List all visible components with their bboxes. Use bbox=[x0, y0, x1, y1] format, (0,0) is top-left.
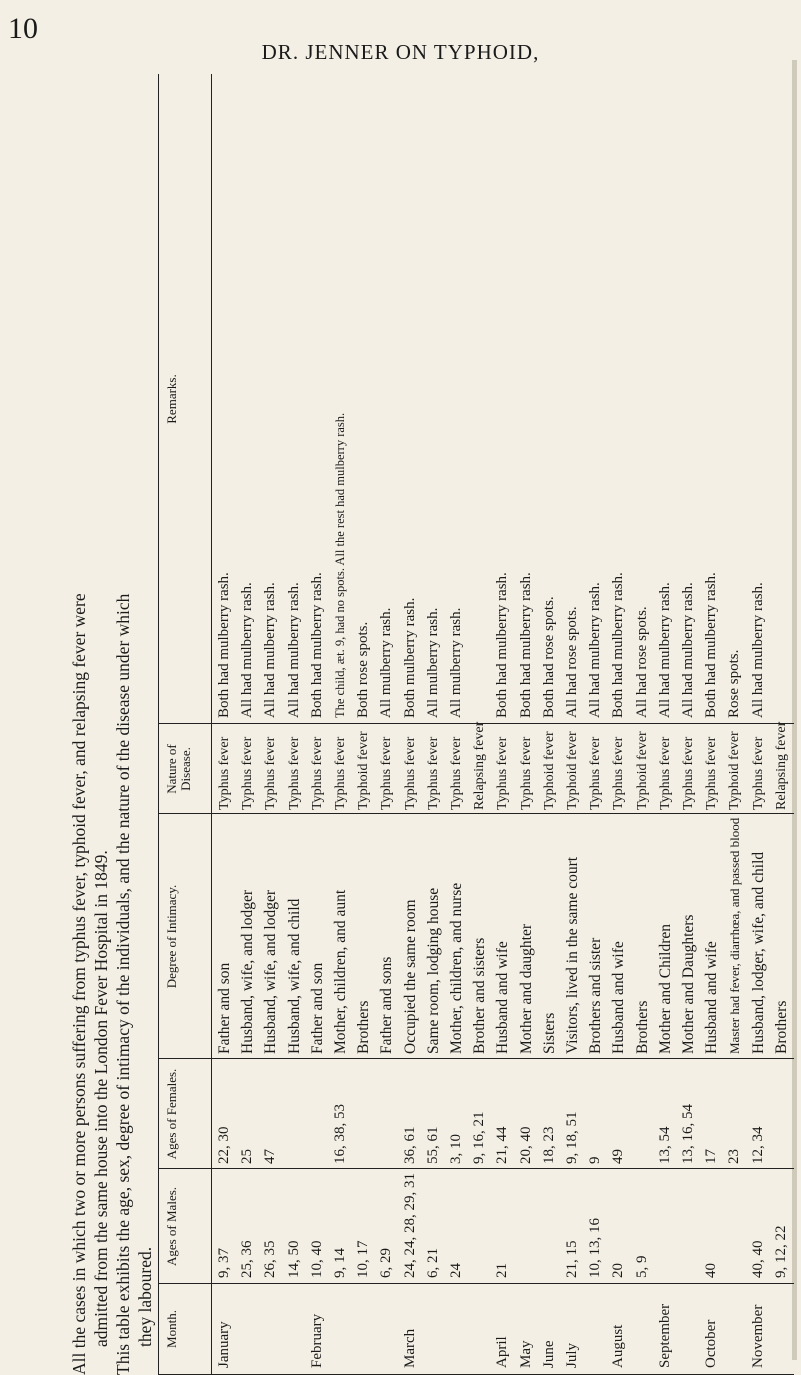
disease: Typhus fever bbox=[750, 736, 766, 810]
male-ages: 10, 40 bbox=[308, 1240, 325, 1278]
intimacy: Mother and Daughters bbox=[680, 914, 697, 1054]
intimacy: Husband, wife, and lodger bbox=[239, 890, 257, 1054]
female-ages: 17 bbox=[703, 1149, 720, 1164]
disease: Typhus fever bbox=[402, 736, 418, 810]
month-label: August bbox=[610, 1324, 627, 1368]
intimacy: Sisters bbox=[540, 1012, 558, 1054]
disease: Typhus fever bbox=[588, 736, 604, 810]
intimacy: Husband and wife bbox=[610, 941, 628, 1054]
male-ages: 21 bbox=[494, 1263, 511, 1278]
month-label: June bbox=[540, 1340, 557, 1368]
intimacy: Husband, wife, and child bbox=[285, 898, 303, 1054]
male-ages: 5, 9 bbox=[633, 1255, 650, 1278]
male-ages: 14, 50 bbox=[285, 1240, 302, 1278]
rotated-table-page bbox=[68, 75, 793, 1375]
disease: Typhoid fever bbox=[356, 731, 372, 810]
female-ages: 9 bbox=[587, 1156, 604, 1164]
male-ages: 9, 37 bbox=[216, 1248, 232, 1278]
remarks: Both had mulberry rash. bbox=[494, 572, 511, 718]
male-ages: 6, 29 bbox=[378, 1248, 395, 1278]
female-ages: 16, 38, 53 bbox=[332, 1104, 348, 1164]
male-ages: 9, 14 bbox=[332, 1248, 348, 1278]
intimacy: Husband, wife, and lodger bbox=[262, 890, 280, 1054]
intimacy: Brother and sisters bbox=[471, 937, 489, 1054]
col-divider bbox=[159, 1058, 794, 1059]
disease: Typhus fever bbox=[309, 736, 325, 810]
col-divider bbox=[159, 1168, 794, 1169]
remarks: All had mulberry rash. bbox=[239, 582, 256, 718]
header-intimacy: Degree of Intimacy. bbox=[164, 884, 179, 989]
remarks: All had mulberry rash. bbox=[680, 582, 696, 718]
female-ages: 13, 54 bbox=[656, 1126, 673, 1164]
remarks: All had rose spots. bbox=[564, 606, 580, 718]
header-month: Month. bbox=[164, 1310, 179, 1348]
remarks: Both rose spots. bbox=[355, 621, 372, 718]
female-ages: 9, 16, 21 bbox=[471, 1111, 488, 1164]
female-ages: 9, 18, 51 bbox=[564, 1111, 580, 1164]
remarks: Both had mulberry rash. bbox=[517, 572, 534, 718]
header-remarks: Remarks. bbox=[164, 374, 179, 424]
intimacy: Brothers bbox=[355, 1000, 373, 1054]
remarks: The child, æt. 9, had no spots. All the rest had mulberry rash. bbox=[333, 412, 347, 718]
male-ages: 21, 15 bbox=[564, 1240, 580, 1278]
header-males: Ages of Males. bbox=[164, 1186, 179, 1267]
male-ages: 26, 35 bbox=[262, 1240, 279, 1278]
month-label: October bbox=[703, 1319, 720, 1368]
disease: Typhoid fever bbox=[634, 731, 650, 810]
intimacy: Brothers bbox=[633, 1000, 651, 1054]
remarks: All had rose spots. bbox=[633, 606, 650, 718]
intimacy: Brothers bbox=[772, 1000, 790, 1054]
header-females: Ages of Females. bbox=[164, 1068, 179, 1160]
remarks: All mulberry rash. bbox=[448, 607, 464, 718]
month-label: November bbox=[749, 1304, 766, 1368]
intimacy: Mother and daughter bbox=[517, 924, 535, 1054]
remarks: All had mulberry rash. bbox=[285, 582, 302, 718]
intimacy: Husband and wife bbox=[494, 941, 512, 1054]
male-ages: 24 bbox=[448, 1263, 464, 1278]
remarks: All had mulberry rash. bbox=[656, 582, 673, 718]
intimacy: Mother, children, and nurse bbox=[448, 882, 465, 1054]
remarks: All mulberry rash. bbox=[424, 607, 441, 718]
disease: Typhus fever bbox=[379, 736, 395, 810]
remarks: Rose spots. bbox=[726, 649, 743, 718]
male-ages: 6, 21 bbox=[424, 1248, 441, 1278]
table-intro bbox=[68, 75, 158, 1375]
remarks: Both had mulberry rash. bbox=[308, 572, 325, 718]
intimacy: Visitors, lived in the same court bbox=[564, 856, 581, 1054]
disease: Typhoid fever bbox=[565, 731, 580, 810]
female-ages: 23 bbox=[726, 1149, 743, 1164]
disease: Typhus fever bbox=[495, 736, 511, 810]
male-ages: 40 bbox=[703, 1263, 720, 1278]
remarks: All mulberry rash. bbox=[378, 607, 395, 718]
intimacy: Same room, lodging house bbox=[424, 887, 442, 1054]
disease: Typhus fever bbox=[217, 736, 232, 810]
intro-line-1: All the cases in which two or more persons suffering from typhus fever, typhoid fever, and relapsing fever were bbox=[69, 593, 89, 1375]
female-ages: 22, 30 bbox=[216, 1126, 232, 1164]
intimacy: Father and son bbox=[308, 962, 326, 1054]
intro-line-4: they laboured. bbox=[135, 1246, 155, 1347]
remarks: Both had mulberry rash. bbox=[703, 572, 720, 718]
male-ages: 25, 36 bbox=[239, 1240, 256, 1278]
intimacy: Husband and wife bbox=[703, 941, 721, 1054]
intimacy: Occupied the same room bbox=[401, 899, 419, 1054]
col-divider bbox=[159, 813, 794, 814]
disease: Typhus fever bbox=[333, 736, 348, 810]
male-ages: 9, 12, 22 bbox=[772, 1225, 789, 1278]
male-ages: 40, 40 bbox=[749, 1240, 766, 1278]
male-ages: 10, 17 bbox=[355, 1240, 372, 1278]
male-ages: 10, 13, 16 bbox=[587, 1218, 604, 1278]
disease: Typhus fever bbox=[611, 736, 627, 810]
page-header bbox=[0, 0, 801, 80]
header-rule bbox=[211, 74, 212, 1374]
month-label: February bbox=[308, 1313, 325, 1368]
female-ages: 18, 23 bbox=[540, 1126, 557, 1164]
running-title: DR. JENNER ON TYPHOID, bbox=[261, 40, 540, 64]
male-ages: 20 bbox=[610, 1263, 627, 1278]
header-disease: Nature of Disease. bbox=[164, 744, 193, 794]
remarks: Both had mulberry rash. bbox=[216, 572, 232, 718]
remarks: All had mulberry rash. bbox=[749, 582, 766, 718]
intro-line-2: admitted from the same house into the London Fever Hospital in 1849. bbox=[91, 850, 111, 1347]
male-ages: 24, 24, 28, 29, 31 bbox=[401, 1173, 418, 1278]
female-ages: 36, 61 bbox=[401, 1126, 418, 1164]
disease: Typhus fever bbox=[704, 736, 720, 810]
intimacy: Mother and Children bbox=[656, 923, 674, 1054]
remarks: Both mulberry rash. bbox=[401, 597, 418, 718]
remarks: All had mulberry rash. bbox=[587, 582, 604, 718]
page-number: 10 bbox=[8, 12, 38, 45]
female-ages: 21, 44 bbox=[494, 1126, 511, 1164]
disease: Typhus fever bbox=[425, 736, 441, 810]
month-label: September bbox=[656, 1303, 673, 1368]
disease: Relapsing fever bbox=[773, 721, 789, 810]
disease: Typhus fever bbox=[263, 736, 279, 810]
disease: Typhus fever bbox=[657, 736, 673, 810]
female-ages: 13, 16, 54 bbox=[680, 1104, 696, 1164]
female-ages: 55, 61 bbox=[424, 1126, 441, 1164]
disease: Typhus fever bbox=[681, 736, 696, 810]
col-divider bbox=[159, 1283, 794, 1284]
female-ages: 12, 34 bbox=[749, 1126, 766, 1164]
disease: Relapsing fever bbox=[472, 721, 488, 810]
intimacy: Master had fever, diarrhœa, and passed blood bbox=[727, 817, 743, 1054]
disease: Typhus fever bbox=[518, 736, 534, 810]
intimacy: Father and son bbox=[216, 962, 233, 1054]
month-label: April bbox=[494, 1336, 511, 1368]
month-label: May bbox=[517, 1340, 534, 1368]
remarks: Both had rose spots. bbox=[540, 596, 557, 718]
disease: Typhus fever bbox=[240, 736, 256, 810]
intimacy: Husband, lodger, wife, and child bbox=[749, 851, 767, 1054]
remarks: All had mulberry rash. bbox=[262, 582, 279, 718]
female-ages: 25 bbox=[239, 1149, 256, 1164]
month-label: March bbox=[401, 1328, 418, 1368]
disease: Typhus fever bbox=[449, 736, 464, 810]
disease: Typhoid fever bbox=[541, 731, 557, 810]
female-ages: 49 bbox=[610, 1149, 627, 1164]
remarks: Both had mulberry rash. bbox=[610, 572, 627, 718]
intro-line-3: This table exhibits the age, sex, degree of intimacy of the individuals, and the nature of the disease under which bbox=[113, 593, 133, 1375]
disease: Typhus fever bbox=[286, 736, 302, 810]
female-ages: 3, 10 bbox=[448, 1134, 464, 1164]
intimacy: Brothers and sister bbox=[587, 937, 605, 1054]
month-label: January bbox=[216, 1321, 232, 1368]
month-label: July bbox=[564, 1342, 580, 1368]
intimacy: Father and sons bbox=[378, 956, 396, 1054]
disease: Typhoid fever bbox=[727, 731, 743, 810]
female-ages: 47 bbox=[262, 1149, 279, 1164]
female-ages: 20, 40 bbox=[517, 1126, 534, 1164]
main-table bbox=[158, 74, 794, 1375]
intimacy: Mother, children, and aunt bbox=[332, 889, 349, 1054]
